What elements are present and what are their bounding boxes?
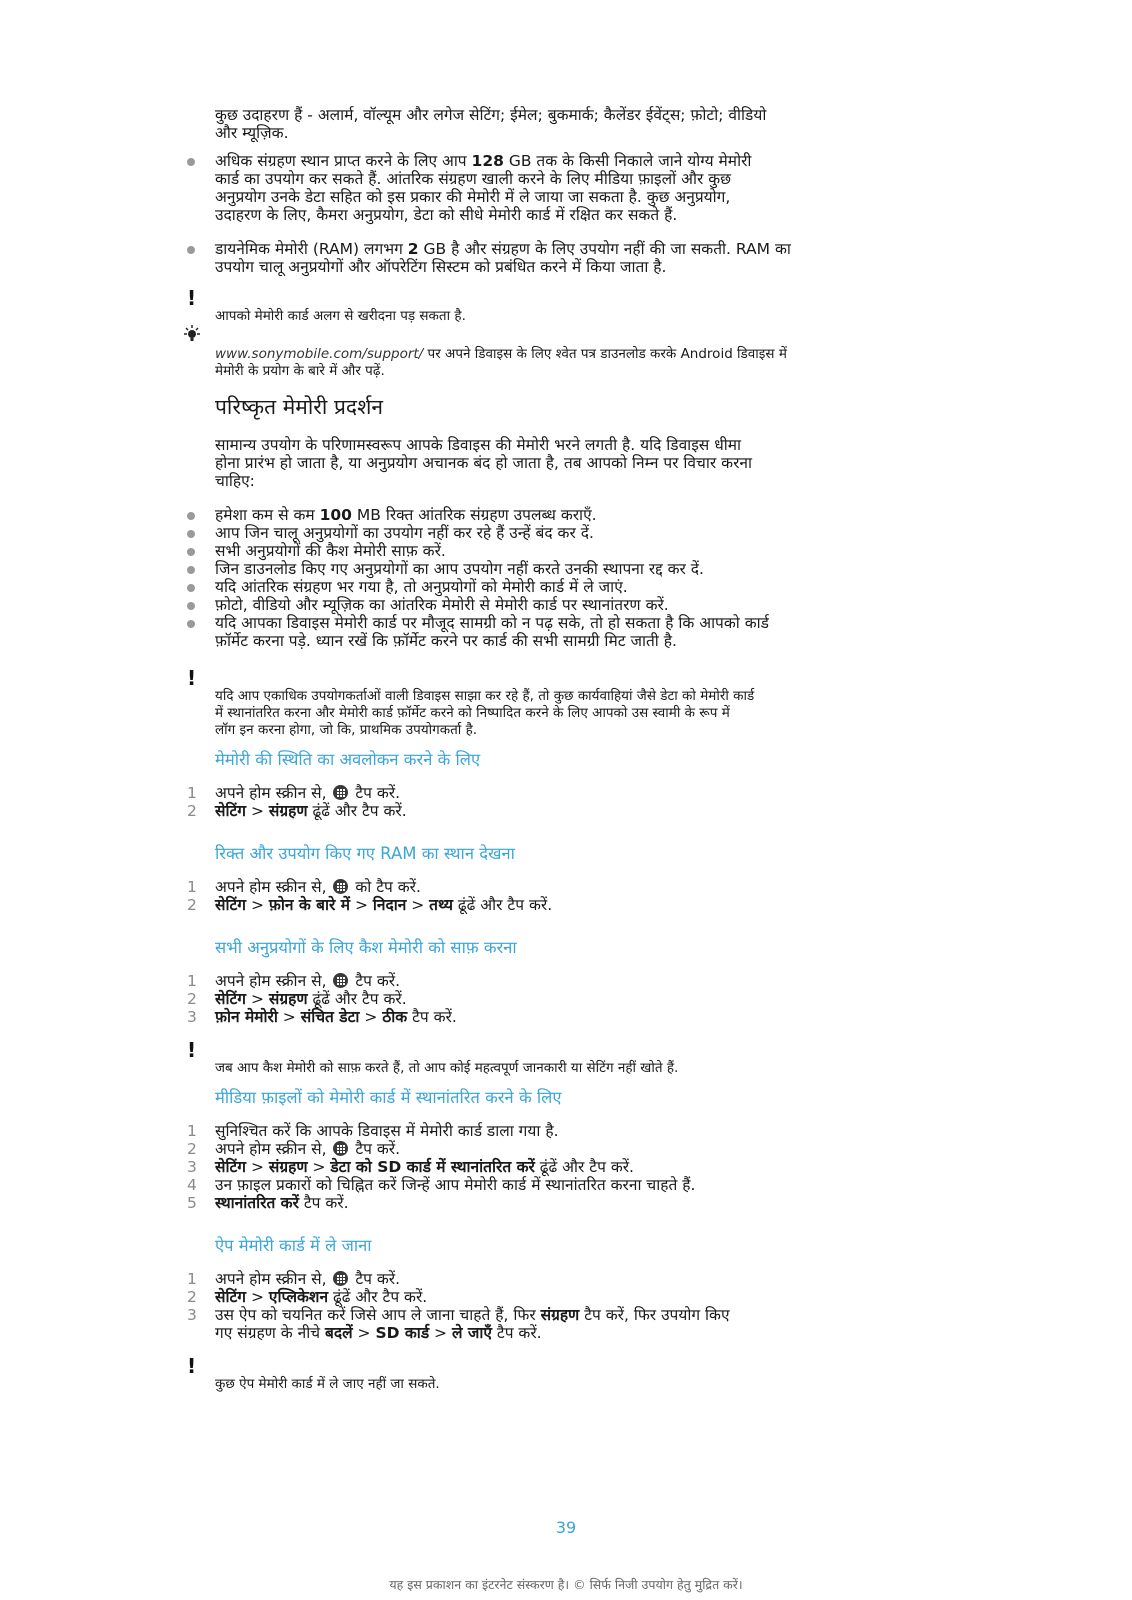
apps-grid-icon[interactable] [333, 785, 348, 800]
subheading: मेमोरी की स्थिति का अवलोकन करने के लिए [215, 750, 481, 769]
bullet-text: फ़ोटो, वीडियो और म्यूज़िक का आंतरिक मेमोरी से मेमोरी कार्ड पर स्थानांतरण करें. [215, 596, 669, 614]
step-text: उन फ़ाइल प्रकारों को चिह्नित करें जिन्हें आप मेमोरी कार्ड में स्थानांतरित करना चाहते हैं. [215, 1176, 696, 1194]
exclamation-icon: ! [187, 666, 197, 690]
step-number: 3 [187, 1158, 197, 1176]
intro-line-1: कुछ उदाहरण हैं - अलार्म, वॉल्यूम और लगेज सेटिंग; ईमेल; बुकमार्क; कैलेंडर ईवेंट्स; फ़ोटो; वीडियो [215, 106, 767, 124]
bullet-text: यदि आपका डिवाइस मेमोरी कार्ड पर मौजूद सामग्री को न पढ़ सके, तो हो सकता है कि आपको कार्ड [215, 614, 769, 632]
step-number: 3 [187, 1306, 197, 1324]
bullet-text: सभी अनुप्रयोगों की कैश मेमोरी साफ़ करें. [215, 542, 446, 560]
bullet-text: कार्ड का उपयोग कर सकते हैं. आंतरिक संग्रहण खाली करने के लिए मीडिया फ़ाइलों और कुछ [215, 170, 731, 188]
bullet-dot [187, 512, 195, 520]
bullet-dot [187, 566, 195, 574]
step-text: अपने होम स्क्रीन से, टैप करें. [215, 1270, 401, 1288]
step-number: 4 [187, 1176, 197, 1194]
subheading: ऐप मेमोरी कार्ड में ले जाना [215, 1236, 372, 1255]
bullet-text: अनुप्रयोग उनके डेटा सहित को इस प्रकार की मेमोरी में ले जाया जा सकता है. कुछ अनुप्रयोग, [215, 188, 731, 206]
note-text: कुछ ऐप मेमोरी कार्ड में ले जाए नहीं जा सकते. [215, 1375, 440, 1392]
step-text: सेटिंग > एप्लिकेशन ढूंढें और टैप करें. [215, 1288, 428, 1306]
note-text: लॉग इन करना होगा, जो कि, प्राथमिक उपयोगकर्ता है. [215, 721, 478, 738]
apps-grid-icon[interactable] [333, 879, 348, 894]
step-text: अपने होम स्क्रीन से, टैप करें. [215, 1140, 401, 1158]
subheading: मीडिया फ़ाइलों को मेमोरी कार्ड में स्थानांतरित करने के लिए [215, 1088, 562, 1107]
step-number: 1 [187, 972, 197, 990]
bullet-text: आप जिन चालू अनुप्रयोगों का उपयोग नहीं कर रहे हैं उन्हें बंद कर दें. [215, 524, 594, 542]
note-text: जब आप कैश मेमोरी को साफ़ करते हैं, तो आप कोई महत्वपूर्ण जानकारी या सेटिंग नहीं खोते हैं. [215, 1059, 679, 1076]
bullet-text: फ़ॉर्मेट करना पड़े. ध्यान रखें कि फ़ॉर्मेट करने पर कार्ड की सभी सामग्री मिट जाती है. [215, 632, 677, 650]
paragraph-line: सामान्य उपयोग के परिणामस्वरूप आपके डिवाइस की मेमोरी भरने लगती है. यदि डिवाइस धीमा [215, 436, 742, 454]
bullet-text: उपयोग चालू अनुप्रयोगों और ऑपरेटिंग सिस्टम को प्रबंधित करने में किया जाता है. [215, 258, 667, 276]
step-text: सेटिंग > संग्रहण ढूंढें और टैप करें. [215, 990, 407, 1008]
subheading: रिक्त और उपयोग किए गए RAM का स्थान देखना [215, 844, 515, 863]
bullet-text: अधिक संग्रहण स्थान प्राप्त करने के लिए आप 128 GB तक के किसी निकाले जाने योग्य मेमोरी [215, 152, 752, 170]
bullet-text: डायनेमिक मेमोरी (RAM) लगभग 2 GB है और संग्रहण के लिए उपयोग नहीं की जा सकती. RAM का [215, 240, 791, 258]
step-number: 2 [187, 1288, 197, 1306]
step-number: 2 [187, 896, 197, 914]
step-number: 1 [187, 878, 197, 896]
support-link[interactable]: www.sonymobile.com/support/ [215, 345, 424, 362]
intro-line-2: और म्यूज़िक. [215, 124, 289, 142]
apps-grid-icon[interactable] [333, 1141, 348, 1156]
step-text: उस ऐप को चयनित करें जिसे आप ले जाना चाहते हैं, फिर संग्रहण टैप करें, फिर उपयोग किए [215, 1306, 730, 1324]
step-number: 2 [187, 1140, 197, 1158]
apps-grid-icon[interactable] [333, 1271, 348, 1286]
bullet-dot [187, 548, 195, 556]
lightbulb-icon [182, 324, 202, 344]
step-text: सुनिश्चित करें कि आपके डिवाइस में मेमोरी कार्ड डाला गया है. [215, 1122, 559, 1140]
paragraph-line: चाहिए: [215, 472, 255, 490]
subheading: सभी अनुप्रयोगों के लिए कैश मेमोरी को साफ़ करना [215, 938, 517, 957]
page-number: 39 [555, 1518, 577, 1537]
bullet-dot [187, 246, 195, 254]
step-text: स्थानांतरित करें टैप करें. [215, 1194, 349, 1212]
step-text: अपने होम स्क्रीन से, टैप करें. [215, 784, 401, 802]
step-text: सेटिंग > फ़ोन के बारे में > निदान > तथ्य ढूंढें और टैप करें. [215, 896, 553, 914]
bullet-text: हमेशा कम से कम 100 MB रिक्त आंतरिक संग्रहण उपलब्ध कराएँ. [215, 506, 597, 524]
bullet-dot [187, 602, 195, 610]
bullet-dot [187, 620, 195, 628]
bullet-text: जिन डाउनलोड किए गए अनुप्रयोगों का आप उपयोग नहीं करते उनकी स्थापना रद्द कर दें. [215, 560, 704, 578]
exclamation-icon: ! [187, 286, 197, 310]
step-number: 5 [187, 1194, 197, 1212]
footer-text: यह इस प्रकाशन का इंटरनेट संस्करण है। © सिर्फ निजी उपयोग हेतु मुद्रित करें। [389, 1577, 743, 1592]
step-number: 3 [187, 1008, 197, 1026]
bullet-text: उदाहरण के लिए, कैमरा अनुप्रयोग, डेटा को सीधे मेमोरी कार्ड में रक्षित कर सकते हैं. [215, 206, 678, 224]
step-number: 1 [187, 1122, 197, 1140]
note-text: यदि आप एकाधिक उपयोगकर्ताओं वाली डिवाइस साझा कर रहे हैं, तो कुछ कार्यवाहियां जैसे डेटा को मेमोरी कार्ड [215, 687, 755, 704]
bullet-dot [187, 530, 195, 538]
step-number: 1 [187, 1270, 197, 1288]
step-text: अपने होम स्क्रीन से, को टैप करें. [215, 878, 421, 896]
note-text: आपको मेमोरी कार्ड अलग से खरीदना पड़ सकता है. [215, 307, 466, 324]
apps-grid-icon[interactable] [333, 973, 348, 988]
bullet-dot [187, 584, 195, 592]
step-number: 2 [187, 802, 197, 820]
step-text: अपने होम स्क्रीन से, टैप करें. [215, 972, 401, 990]
bullet-text: यदि आंतरिक संग्रहण भर गया है, तो अनुप्रयोगों को मेमोरी कार्ड में ले जाएं. [215, 578, 628, 596]
step-text: सेटिंग > संग्रहण ढूंढें और टैप करें. [215, 802, 407, 820]
exclamation-icon: ! [187, 1354, 197, 1378]
exclamation-icon: ! [187, 1038, 197, 1062]
paragraph-line: होना प्रारंभ हो जाता है, या अनुप्रयोग अचानक बंद हो जाता है, तब आपको निम्न पर विचार करना [215, 454, 753, 472]
tip-text: www.sonymobile.com/support/ पर अपने डिवाइस के लिए श्वेत पत्र डाउनलोड करके Android डिवाइस में [215, 345, 787, 362]
step-text: सेटिंग > संग्रहण > डेटा को SD कार्ड में स्थानांतरित करें ढूंढें और टैप करें. [215, 1158, 634, 1176]
note-text: में स्थानांतरित करना और मेमोरी कार्ड फ़ॉर्मेट करने को निष्पादित करने के लिए आपको उस स्वामी के रूप में [215, 704, 730, 721]
tip-text-2: मेमोरी के प्रयोग के बारे में और पढ़ें. [215, 362, 385, 379]
step-number: 1 [187, 784, 197, 802]
section-heading: परिष्कृत मेमोरी प्रदर्शन [215, 395, 384, 419]
step-number: 2 [187, 990, 197, 1008]
bullet-dot [187, 158, 195, 166]
step-text: फ़ोन मेमोरी > संचित डेटा > ठीक टैप करें. [215, 1008, 457, 1026]
step-text: गए संग्रहण के नीचे बदलें > SD कार्ड > ले जाएँ टैप करें. [215, 1324, 542, 1342]
